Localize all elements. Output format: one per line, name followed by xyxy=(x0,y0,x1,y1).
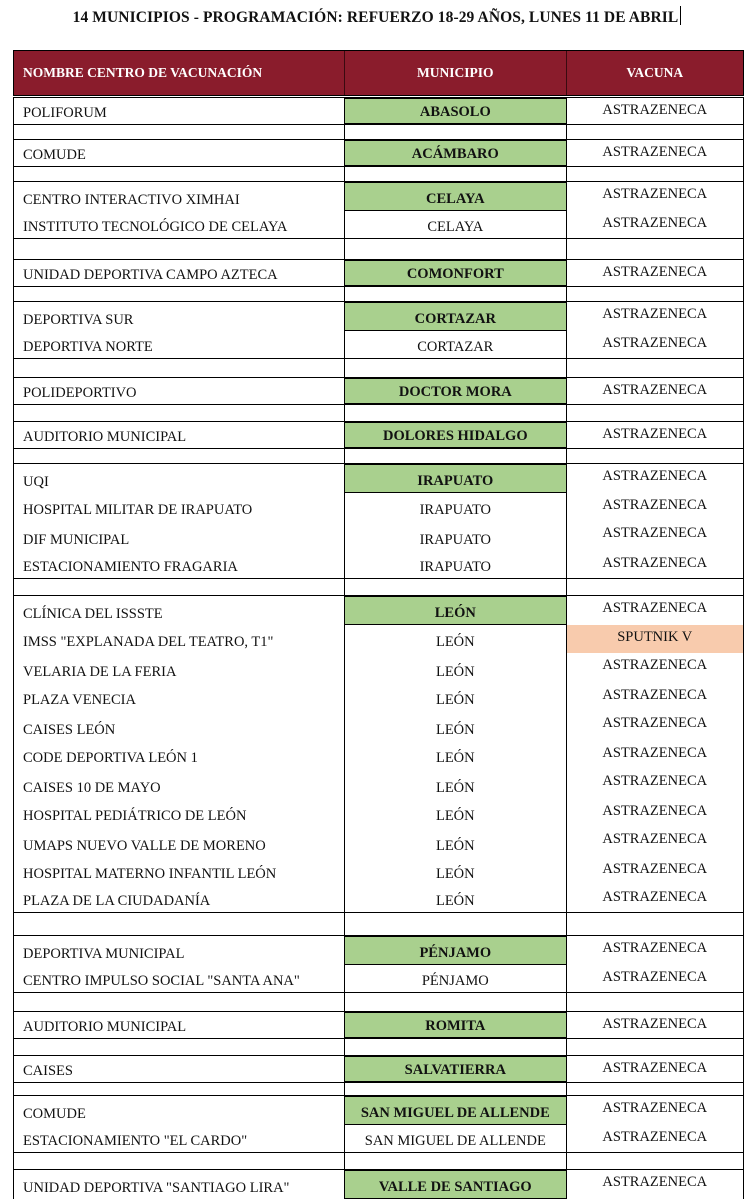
table-row xyxy=(13,301,744,331)
center-name-cell: ESTACIONAMIENTO "EL CARDO" xyxy=(14,1125,345,1152)
table-row xyxy=(13,799,744,827)
municipality-cell: LEÓN xyxy=(345,885,566,912)
municipality-cell-highlighted: ROMITA xyxy=(345,1012,566,1038)
municipality-cell: LEÓN xyxy=(345,857,566,885)
center-name-cell: IMSS "EXPLANADA DEL TEATRO, T1" xyxy=(14,625,345,653)
table-row xyxy=(13,211,744,239)
table-row xyxy=(13,885,744,913)
vaccine-cell: SPUTNIK V xyxy=(567,625,744,653)
separator-row xyxy=(13,993,744,1011)
municipality-cell-highlighted: DOLORES HIDALGO xyxy=(345,422,566,448)
center-name-cell: CAISES LEÓN xyxy=(14,711,345,741)
municipality-cell: LEÓN xyxy=(345,653,566,683)
center-name-cell: CLÍNICA DEL ISSSTE xyxy=(14,596,345,625)
center-name-cell: CAISES xyxy=(14,1056,345,1082)
separator-row xyxy=(13,167,744,181)
separator-row xyxy=(13,405,744,421)
center-name-cell: HOSPITAL MILITAR DE IRAPUATO xyxy=(14,493,345,521)
municipality-cell-highlighted: DOCTOR MORA xyxy=(345,378,566,404)
separator-row xyxy=(13,359,744,377)
vaccine-cell: ASTRAZENECA xyxy=(602,468,708,484)
table-header xyxy=(13,50,744,96)
vaccine-cell: ASTRAZENECA xyxy=(602,186,708,202)
municipality-cell: CELAYA xyxy=(345,211,566,238)
vaccine-cell: ASTRAZENECA xyxy=(602,861,708,877)
municipality-cell: IRAPUATO xyxy=(345,521,566,551)
center-name-cell: DEPORTIVA SUR xyxy=(14,302,345,331)
vaccine-cell: ASTRAZENECA xyxy=(602,657,708,673)
vaccine-cell: ASTRAZENECA xyxy=(602,1100,708,1116)
municipality-cell: PÉNJAMO xyxy=(345,965,566,992)
vaccine-cell: ASTRAZENECA xyxy=(602,803,708,819)
table-row xyxy=(13,331,744,359)
table-row xyxy=(13,1169,744,1199)
center-name-cell: HOSPITAL PEDIÁTRICO DE LEÓN xyxy=(14,799,345,827)
municipality-cell-highlighted: PÉNJAMO xyxy=(345,936,566,965)
header-vaccine: VACUNA xyxy=(626,65,684,80)
separator-row xyxy=(13,913,744,935)
table-row xyxy=(13,551,744,579)
center-name-cell: POLIDEPORTIVO xyxy=(14,378,345,404)
center-name-cell: HOSPITAL MATERNO INFANTIL LEÓN xyxy=(14,857,345,885)
municipality-cell-highlighted: CORTAZAR xyxy=(345,302,566,331)
center-name-cell: AUDITORIO MUNICIPAL xyxy=(14,1012,345,1038)
table-row xyxy=(13,181,744,211)
vaccine-cell: ASTRAZENECA xyxy=(602,600,708,616)
table-row xyxy=(13,653,744,683)
text-cursor xyxy=(680,6,681,25)
table-row xyxy=(13,421,744,449)
vaccine-cell: ASTRAZENECA xyxy=(602,525,708,541)
separator-row xyxy=(13,1153,744,1169)
separator-row xyxy=(13,449,744,463)
center-name-cell: DEPORTIVA MUNICIPAL xyxy=(14,936,345,965)
vaccine-cell: ASTRAZENECA xyxy=(602,555,708,571)
municipality-cell: LEÓN xyxy=(345,799,566,827)
vaccine-cell: ASTRAZENECA xyxy=(602,969,708,985)
center-name-cell: VELARIA DE LA FERIA xyxy=(14,653,345,683)
table-row xyxy=(13,1095,744,1125)
vaccine-cell: ASTRAZENECA xyxy=(602,306,708,322)
center-name-cell: CENTRO IMPULSO SOCIAL "SANTA ANA" xyxy=(14,965,345,992)
table-row xyxy=(13,965,744,993)
vaccine-cell: ASTRAZENECA xyxy=(602,1016,708,1032)
municipality-cell-highlighted: ABASOLO xyxy=(345,98,566,124)
center-name-cell: DEPORTIVA NORTE xyxy=(14,331,345,358)
vaccine-cell: ASTRAZENECA xyxy=(602,426,708,442)
center-name-cell: COMUDE xyxy=(14,140,345,166)
table-row xyxy=(13,377,744,405)
vaccine-cell: ASTRAZENECA xyxy=(602,831,708,847)
vaccine-cell: ASTRAZENECA xyxy=(602,687,708,703)
municipality-cell: LEÓN xyxy=(345,769,566,799)
separator-row xyxy=(13,125,744,139)
table-row xyxy=(13,1125,744,1153)
center-name-cell: DIF MUNICIPAL xyxy=(14,521,345,551)
vaccine-cell: ASTRAZENECA xyxy=(602,1174,708,1190)
municipality-cell: LEÓN xyxy=(345,683,566,711)
table-row xyxy=(13,1011,744,1039)
table-row xyxy=(13,97,744,125)
center-name-cell: UMAPS NUEVO VALLE DE MORENO xyxy=(14,827,345,857)
center-name-cell: POLIFORUM xyxy=(14,98,345,124)
table-row xyxy=(13,711,744,741)
municipality-cell: LEÓN xyxy=(345,711,566,741)
title-text: 14 MUNICIPIOS - PROGRAMACIÓN: REFUERZO 18-29 AÑOS, LUNES 11 DE ABRIL xyxy=(72,9,679,26)
vaccine-cell: ASTRAZENECA xyxy=(602,1060,708,1076)
municipality-cell-highlighted: ACÁMBARO xyxy=(345,140,566,166)
vaccine-cell: ASTRAZENECA xyxy=(602,144,708,160)
municipality-cell-highlighted: VALLE DE SANTIAGO xyxy=(345,1170,566,1199)
vaccine-cell: ASTRAZENECA xyxy=(602,264,708,280)
municipality-cell: IRAPUATO xyxy=(345,551,566,578)
municipality-cell-highlighted: SALVATIERRA xyxy=(345,1056,566,1082)
page-title xyxy=(0,6,754,27)
vaccine-cell: ASTRAZENECA xyxy=(602,889,708,905)
table-row xyxy=(13,857,744,885)
municipality-cell: LEÓN xyxy=(345,625,566,653)
separator-row xyxy=(13,1039,744,1055)
municipality-cell-highlighted: CELAYA xyxy=(345,182,566,211)
table-row xyxy=(13,595,744,625)
municipality-cell-highlighted: SAN MIGUEL DE ALLENDE xyxy=(345,1096,566,1125)
municipality-cell-highlighted: COMONFORT xyxy=(345,260,566,286)
center-name-cell: CAISES 10 DE MAYO xyxy=(14,769,345,799)
table-row xyxy=(13,259,744,287)
center-name-cell: UQI xyxy=(14,464,345,493)
center-name-cell: UNIDAD DEPORTIVA "SANTIAGO LIRA" xyxy=(14,1170,345,1199)
separator-row xyxy=(13,1083,744,1095)
header-center: NOMBRE CENTRO DE VACUNACIÓN xyxy=(14,51,345,95)
center-name-cell: ESTACIONAMIENTO FRAGARIA xyxy=(14,551,345,578)
municipality-cell: LEÓN xyxy=(345,827,566,857)
table-row xyxy=(13,625,744,653)
vaccine-cell: ASTRAZENECA xyxy=(602,215,708,231)
municipality-cell: LEÓN xyxy=(345,741,566,769)
table-row xyxy=(13,741,744,769)
municipality-cell: IRAPUATO xyxy=(345,493,566,521)
table-row xyxy=(13,769,744,799)
vaccine-cell: ASTRAZENECA xyxy=(602,745,708,761)
municipality-cell: CORTAZAR xyxy=(345,331,566,358)
vaccine-cell: ASTRAZENECA xyxy=(602,102,708,118)
vaccine-cell: ASTRAZENECA xyxy=(602,773,708,789)
table-row xyxy=(13,493,744,521)
vaccine-cell: ASTRAZENECA xyxy=(602,497,708,513)
center-name-cell: UNIDAD DEPORTIVA CAMPO AZTECA xyxy=(14,260,345,286)
table-row xyxy=(13,683,744,711)
table-row xyxy=(13,1055,744,1083)
table-row xyxy=(13,827,744,857)
separator-row xyxy=(13,579,744,595)
municipality-cell-highlighted: IRAPUATO xyxy=(345,464,566,493)
vaccine-cell: ASTRAZENECA xyxy=(602,382,708,398)
center-name-cell: PLAZA VENECIA xyxy=(14,683,345,711)
table-row xyxy=(13,139,744,167)
vaccine-cell: ASTRAZENECA xyxy=(602,940,708,956)
center-name-cell: PLAZA DE LA CIUDADANÍA xyxy=(14,885,345,912)
center-name-cell: INSTITUTO TECNOLÓGICO DE CELAYA xyxy=(14,211,345,238)
center-name-cell: CENTRO INTERACTIVO XIMHAI xyxy=(14,182,345,211)
center-name-cell: COMUDE xyxy=(14,1096,345,1125)
municipality-cell-highlighted: LEÓN xyxy=(345,596,566,625)
vaccine-cell: ASTRAZENECA xyxy=(602,335,708,351)
header-municipality: MUNICIPIO xyxy=(345,51,566,95)
center-name-cell: CODE DEPORTIVA LEÓN 1 xyxy=(14,741,345,769)
table-row xyxy=(13,935,744,965)
vaccine-cell: ASTRAZENECA xyxy=(602,1129,708,1145)
vaccine-cell: ASTRAZENECA xyxy=(602,715,708,731)
separator-row xyxy=(13,239,744,259)
center-name-cell: AUDITORIO MUNICIPAL xyxy=(14,422,345,448)
municipality-cell: SAN MIGUEL DE ALLENDE xyxy=(345,1125,566,1152)
table-row xyxy=(13,463,744,493)
separator-row xyxy=(13,287,744,301)
table-row xyxy=(13,521,744,551)
